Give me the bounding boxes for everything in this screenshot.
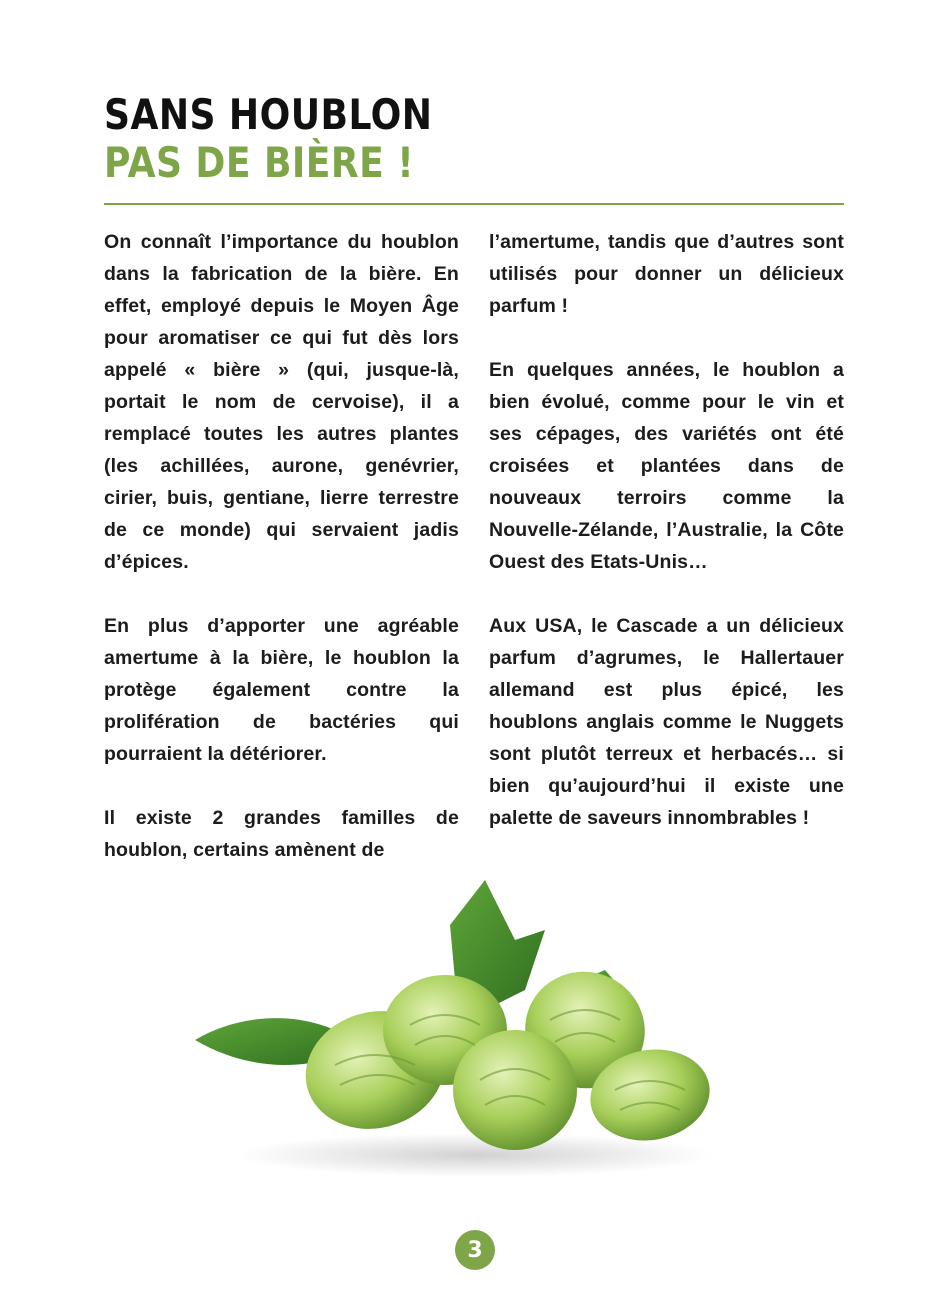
title-line-2: PAS DE BIÈRE ! — [104, 138, 415, 187]
paragraph: En quelques années, le houblon a bien évolué, comme pour le vin et ses cépages, des variétés ont été croisées et plantées dans de nouveaux terroirs comme la Nouvelle-Zélande, l’Australie, la Côte Ouest des Etats-Unis… — [489, 359, 844, 573]
page-title — [104, 92, 486, 188]
paragraph: Il existe 2 grandes familles de houblon, certains amènent de — [104, 807, 459, 861]
paragraph: En plus d’apporter une agréable amertume à la bière, le houblon la protège également contre la prolifération de bactéries qui pourraient la détériorer. — [104, 615, 459, 765]
title-divider — [104, 203, 844, 205]
paragraph: On connaît l’importance du houblon dans la fabrication de la bière. En effet, employé depuis le Moyen Âge pour aromatiser ce qui fut dès lors appelé « bière » (qui, jusque-là, portait le nom de cervoise), il a remplacé toutes les autres plantes (les achillées, aurone, genévrier, cirier, buis, gentiane, lierre terrestre de ce monde) qui servaient jadis d’épices. — [104, 231, 459, 573]
paragraph: Aux USA, le Cascade a un délicieux parfum d’agrumes, le Hallertauer allemand est plus épicé, les houblons anglais comme le Nuggets sont plutôt terreux et herbacés… si bien qu’aujourd’hui il existe une palette de saveurs innombrables ! — [489, 615, 844, 829]
page-number-badge: 3 — [455, 1230, 495, 1270]
title-line-1: SANS HOUBLON — [104, 90, 433, 139]
hop-cones-illustration — [185, 870, 745, 1190]
left-column — [104, 226, 459, 898]
right-column — [489, 226, 844, 866]
paragraph: l’amertume, tandis que d’autres sont utilisés pour donner un délicieux parfum ! — [489, 231, 844, 317]
